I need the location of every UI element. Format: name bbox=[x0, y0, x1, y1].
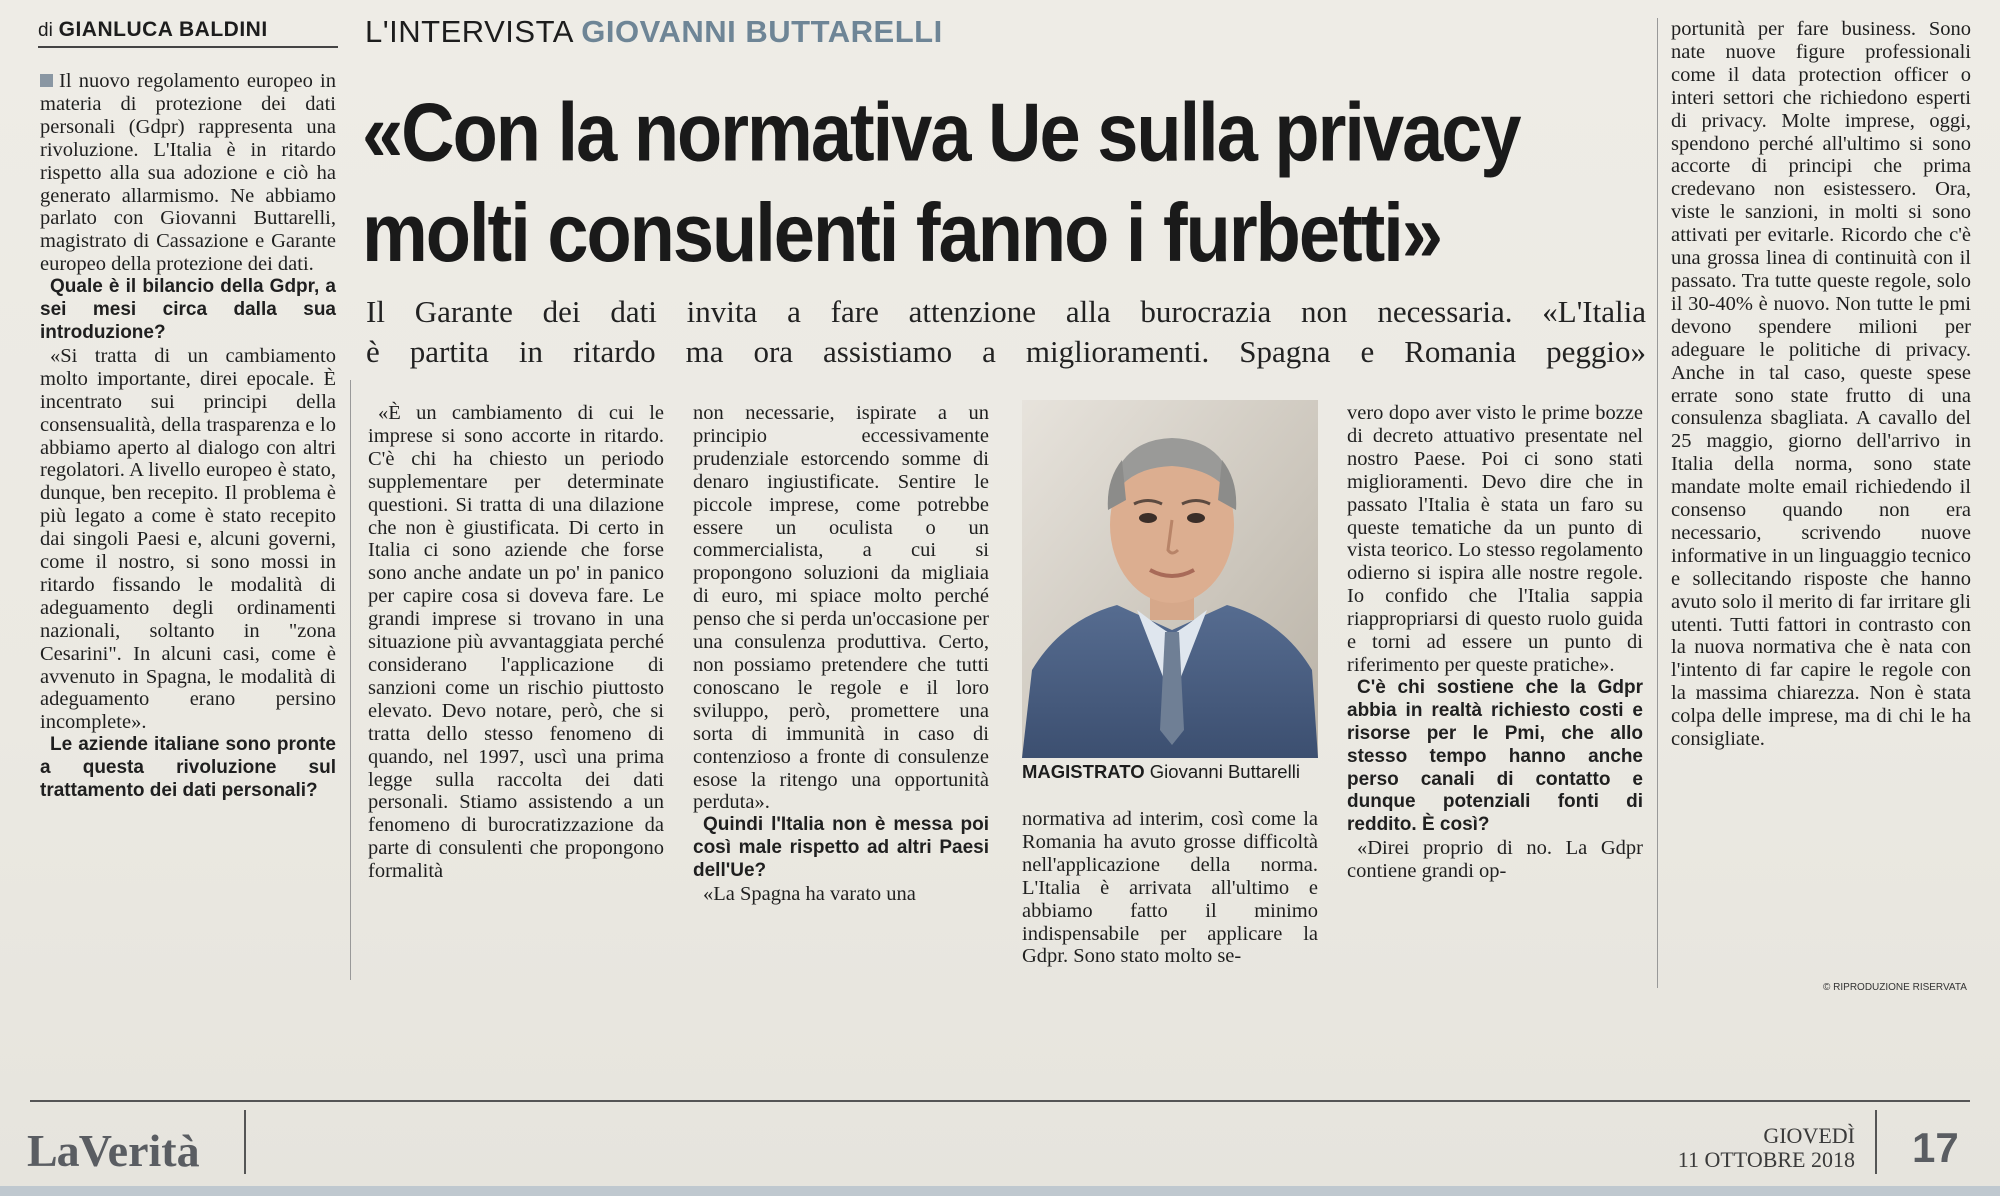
answer-4-continued: portunità per fare business. Sono nate nuove figure professionali come il data protection officer o interi settori che richiedono esperti di privacy. Molte imprese, oggi, spendono perché all'ultimo si sono accorte di principi che prima credevano non esistessero. Ora, viste le sanzioni, in molti si sono attivati per evitarle. Ricordo che c'è una grossa linea di continuità con il passato. Tra tutte queste regole, solo il 30-40% è nuovo. Non tutte le pmi devono spendere milioni per adeguare le politiche di privacy. Anche in tal caso, queste spese errate sono state frutto di una consulenza sbagliata. A cavallo del 25 maggio, giorno dell'arrivo in Italia della norma, sono state mandate molte email richiedendo il consenso quando non era necessario, scrivendo nuove informative in un linguaggio tecnico e sollecitando risposte che hanno avuto solo il merito di far irritare gli utenti. Tutti fattori in contrasto con la nuova normativa che è nata con l'intento di far capire le regole con la massima chiarezza. Non è stata colpa delle imprese, ma di chi le ha consigliate. bbox=[1671, 18, 1971, 751]
answer-2-continued: non necessarie, ispirate a un principio eccessivamente prudenziale estorcendo somme di denaro ingiustificate. Sentire le piccole imprese, come potrebbe essere un oculista o un commercialista, a cui si propongono soluzioni da migliaia di euro, mi spiace molto perché penso che si perda un'occasione per una consulenza produttiva. Certo, non possiamo pretendere che tutti conoscano le regole e il loro sviluppo, però, promettere una sorta di immunità in caso di contenzioso a fronte di consulenze esose la ritengo una opportunità perduta». bbox=[693, 402, 989, 814]
answer-3-continued: normativa ad interim, così come la Romania ha avuto grosse difficoltà nell'applicazione della norma. L'Italia è arrivata all'ultimo e abbiamo fatto il minimo indispensabile per applicare la Gdpr. Sono stato molto se- bbox=[1022, 808, 1318, 968]
caption-name: Giovanni Buttarelli bbox=[1149, 761, 1300, 782]
question-1: Quale è il bilancio della Gdpr, a sei mesi circa dalla sua introduzione? bbox=[40, 276, 336, 343]
caption-label: MAGISTRATO bbox=[1022, 761, 1145, 782]
answer-3-end: vero dopo aver visto le prime bozze di decreto attuativo presentate nel nostro Paese. Poi ci sono stati miglioramenti. Devo dire che in passato l'Italia è stata un faro su queste tematiche da un punto di vista teorico. Lo stesso regolamento odierno si ispira alle nostre regole. Io confido che l'Italia sappia riappropriarsi di questo ruolo guida e torni ad essere un punto di riferimento per queste pratiche». bbox=[1347, 402, 1643, 676]
byline-prefix: di bbox=[38, 20, 53, 41]
article-column-2 bbox=[368, 402, 664, 883]
question-4: C'è chi sostiene che la Gdpr abbia in realtà richiesto costi e risorse per le Pmi, che allo stesso tempo hanno anche perso canali di contatto e dunque potenziali fonti di reddito. È così? bbox=[1347, 676, 1643, 836]
lead-square-icon bbox=[40, 74, 53, 87]
kicker bbox=[365, 14, 943, 50]
answer-1: «Si tratta di un cambiamento molto importante, direi epocale. È incentrato sui principi della consensualità, della trasparenza e lo abbiamo aperto al dialogo con altri regolatori. A livello europeo è stato, dunque, ben recepito. Il problema è più legato a come è stato recepito dai singoli Paesi e, alcuni governi, come il nostro, si sono mossi in ritardo fissando le modalità di adeguamento degli ordinamenti nazionali, soltanto in "zona Cesarini". In alcuni casi, come è avvenuto in Spagna, le modalità di adeguamento erano persino incomplete». bbox=[40, 344, 336, 734]
headline bbox=[362, 82, 1662, 284]
bottom-band bbox=[0, 1186, 2000, 1196]
article-column-6 bbox=[1671, 18, 1971, 751]
article-column-3 bbox=[693, 402, 989, 906]
lead-paragraph bbox=[40, 70, 336, 276]
subheadline-line-2: è partita in ritardo ma ora assistiamo a miglioramenti. Spagna e Romania peggio» bbox=[366, 334, 1646, 369]
article-column-4 bbox=[1022, 808, 1318, 968]
copyright-notice: © RIPRODUZIONE RISERVATA bbox=[1823, 982, 1967, 993]
issue-date-text: 11 OTTOBRE 2018 bbox=[1677, 1147, 1855, 1172]
footer-separator-left bbox=[244, 1110, 246, 1174]
answer-3-start: «La Spagna ha varato una bbox=[703, 883, 916, 906]
footer-top-rule bbox=[30, 1100, 1970, 1102]
question-2: Le aziende italiane sono pronte a questa rivoluzione sul trattamento dei dati personali? bbox=[40, 734, 336, 802]
subheadline-line-1: Il Garante dei dati invita a fare attenzione alla burocrazia non necessaria. «L'Italia bbox=[366, 294, 1646, 329]
byline-author: GIANLUCA BALDINI bbox=[58, 18, 268, 41]
logo-la: La bbox=[27, 1125, 79, 1176]
footer-separator-right bbox=[1875, 1110, 1877, 1174]
kicker-name: GIOVANNI BUTTARELLI bbox=[581, 14, 943, 49]
headline-line-2: molti consulenti fanno i furbetti» bbox=[362, 186, 1441, 280]
issue-date bbox=[1640, 1124, 1855, 1172]
kicker-label: L'INTERVISTA bbox=[365, 14, 573, 49]
portrait-illustration bbox=[1022, 400, 1318, 758]
article-column-1 bbox=[40, 70, 336, 803]
logo-verita: Verità bbox=[78, 1125, 200, 1176]
photo-caption bbox=[1022, 761, 1322, 783]
headline-line-1: «Con la normativa Ue sulla privacy bbox=[362, 85, 1520, 179]
column-divider-right bbox=[1657, 18, 1658, 988]
article-column-5 bbox=[1347, 402, 1643, 883]
column-divider bbox=[350, 380, 351, 980]
newspaper-logo bbox=[27, 1124, 200, 1177]
answer-2: «È un cambiamento di cui le imprese si sono accorte in ritardo. C'è chi ha chiesto un periodo supplementare per determinate questioni. Si tratta di una dilazione che non è giustificata. Di certo in Italia ci sono aziende che forse sono anche andate un po' in panico per capire cosa si doveva fare. Le grandi imprese si trovano in una situazione più avvantaggiata perché considerano l'applicazione di sanzioni come un rischio piuttosto elevato. Devo notare, però, che si tratta dello stesso fenomeno di quando, nel 1997, uscì una prima legge sulla raccolta dei dati personali. Stiamo assistendo a un fenomeno di burocratizzazione da parte di consulenti che propongono formalità bbox=[368, 402, 664, 883]
subheadline bbox=[366, 292, 1646, 372]
portrait-photo bbox=[1022, 400, 1318, 758]
lead-text: Il nuovo regolamento europeo in materia di protezione dei dati personali (Gdpr) rappresenta una rivoluzione. L'Italia è in ritardo rispetto alla sua adozione e ciò ha generato allarmismo. Ne abbiamo parlato con Giovanni Buttarelli, magistrato di Cassazione e Garante europeo della protezione dei dati. bbox=[40, 70, 336, 276]
page-number: 17 bbox=[1912, 1124, 1959, 1171]
issue-day: GIOVEDÌ bbox=[1763, 1123, 1855, 1148]
answer-4-start: «Direi proprio di no. La Gdpr contiene grandi op- bbox=[1347, 837, 1643, 883]
question-3: Quindi l'Italia non è messa poi così male rispetto ad altri Paesi dell'Ue? bbox=[693, 814, 989, 882]
byline bbox=[38, 18, 338, 48]
